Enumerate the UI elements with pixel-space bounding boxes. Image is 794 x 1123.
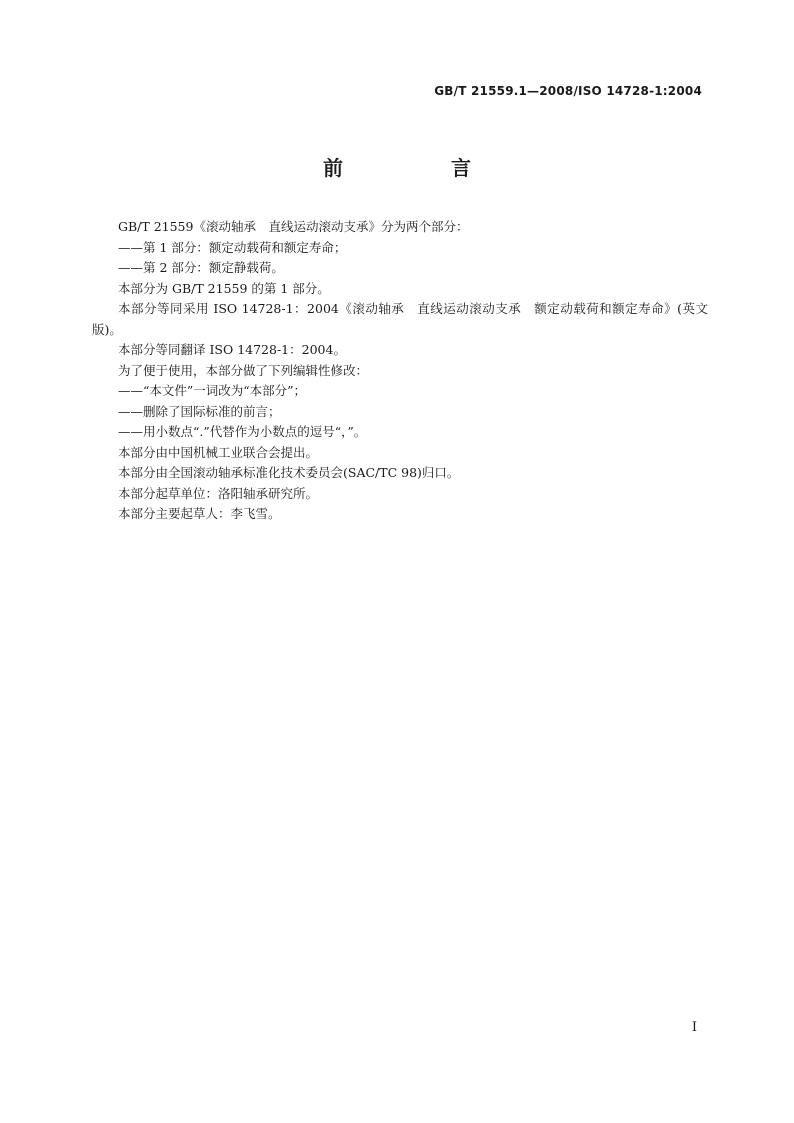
- paragraph: 本部分等同翻译 ISO 14728-1：2004。: [118, 342, 346, 357]
- paragraph: ——第 2 部分：额定静载荷。: [118, 260, 284, 275]
- paragraph: 本部分由全国滚动轴承标准化技术委员会(SAC/TC 98)归口。: [118, 465, 460, 480]
- paragraph: 本部分起草单位：洛阳轴承研究所。: [118, 485, 319, 501]
- foreword-body: [92, 217, 708, 525]
- paragraph: ——第 1 部分：额定动载荷和额定寿命；: [118, 239, 347, 255]
- paragraph: ——删除了国际标准的前言；: [118, 403, 281, 419]
- page-number: I: [691, 1020, 697, 1035]
- paragraph: 为了便于使用，本部分做了下列编辑性修改：: [118, 362, 369, 378]
- page-title: 前 言: [323, 156, 515, 180]
- standard-code-header: GB/T 21559.1—2008/ISO 14728-1:2004: [434, 84, 702, 98]
- paragraph: 本部分主要起草人：李飞雪。: [118, 506, 281, 521]
- paragraph: ——“本文件”一词改为“本部分”；: [118, 383, 307, 398]
- paragraph: GB/T 21559《滚动轴承 直线运动滚动支承》分为两个部分：: [118, 219, 469, 234]
- paragraph: 本部分等同采用 ISO 14728-1：2004《滚动轴承 直线运动滚动支承 额定动载荷和额定寿命》(英文版)。: [92, 301, 708, 337]
- paragraph: 本部分由中国机械工业联合会提出。: [118, 444, 319, 460]
- paragraph: 本部分为 GB/T 21559 的第 1 部分。: [118, 280, 330, 296]
- paragraph: ——用小数点“.”代替作为小数点的逗号“，”。: [118, 424, 367, 439]
